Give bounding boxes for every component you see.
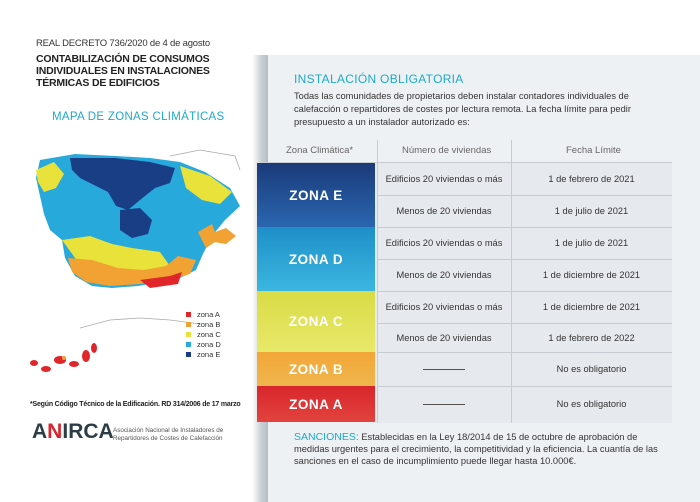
- legend-item: [186, 329, 221, 339]
- logo-letter: I: [62, 420, 69, 443]
- sanciones-body: Establecidas en la Ley 18/2014 de 15 de octubre de aprobación de medidas urgentes para el crecimiento, la competitividad y la eficiencia. La cuantía de las sanciones en el caso de incumplimiento puede llegar hasta 10.000€.: [294, 432, 658, 466]
- legend-item: [186, 309, 221, 319]
- zone-e-cell: ZONA E: [257, 163, 375, 227]
- logo-letters: RCA: [68, 420, 114, 443]
- cell-viviendas: Edificios 20 viviendas o más: [385, 302, 503, 312]
- dash-line: [423, 404, 465, 405]
- cell-viviendas: Menos de 20 viviendas: [396, 332, 492, 343]
- legend-swatch: [186, 312, 191, 317]
- zone-d-cell: ZONA D: [257, 227, 375, 291]
- footnote: *Según Código Técnico de la Edificación. RD 314/2006 de 17 marzo: [30, 401, 241, 408]
- zone-a-cell: ZONA A: [257, 386, 375, 422]
- right-page-top: [262, 0, 700, 55]
- cell-fecha: 1 de diciembre de 2021: [542, 302, 641, 312]
- cell-viviendas: Edificios 20 viviendas o más: [385, 174, 503, 184]
- zone-c-cell: ZONA C: [257, 291, 375, 352]
- cell-fecha: 1 de julio de 2021: [554, 206, 629, 216]
- logo-subtitle: Asociación Nacional de Instaladores de Repartidores de Costes de Calefacción: [113, 427, 224, 442]
- cell-fecha: 1 de febrero de 2022: [548, 332, 635, 343]
- sanciones-text: [294, 431, 666, 467]
- cell-viviendas-empty: [377, 352, 511, 386]
- legend-swatch: [186, 322, 191, 327]
- legend-label: zona A: [197, 309, 220, 319]
- legend-label: zona C: [197, 329, 221, 339]
- cell-viviendas-empty: [377, 386, 511, 422]
- document-title: CONTABILIZACIÓN DE CONSUMOS INDIVIDUALES EN INSTALACIONES TÉRMICAS DE EDIFICIOS: [36, 53, 210, 89]
- logo-letter-accent: N: [47, 420, 63, 443]
- map-canary-islands: [30, 343, 97, 372]
- legend-label: zona B: [197, 319, 221, 329]
- legend-swatch: [186, 332, 191, 337]
- cell-viviendas: Menos de 20 viviendas: [396, 270, 492, 280]
- intro-text: Todas las comunidades de propietarios deben instalar contadores individuales de calefacción o repartidores de costes por lectura remota. La fecha límite para pedir presupuesto a un instalador autorizado es:: [294, 91, 631, 127]
- dash-line: [423, 369, 465, 370]
- logo-letter: A: [32, 420, 48, 443]
- cell-viviendas: Menos de 20 viviendas: [396, 206, 492, 216]
- map-africa-outline: [80, 318, 200, 328]
- legend-label: zona E: [197, 349, 221, 359]
- zone-b-cell: ZONA B: [257, 352, 375, 386]
- cell-fecha: 1 de julio de 2021: [554, 238, 629, 248]
- decree-reference: REAL DECRETO 736/2020 de 4 de agosto: [36, 38, 210, 49]
- cell-viviendas: Edificios 20 viviendas o más: [385, 238, 503, 248]
- legend-item: [186, 339, 221, 349]
- sanciones-label: SANCIONES:: [294, 431, 359, 443]
- map-legend: [186, 309, 221, 359]
- legend-label: zona D: [197, 339, 221, 349]
- legend-swatch: [186, 352, 191, 357]
- legend-item: [186, 349, 221, 359]
- cell-fecha: No es obligatorio: [556, 399, 627, 409]
- cell-fecha: 1 de diciembre de 2021: [542, 270, 641, 280]
- header-fecha: Fecha Límite: [566, 145, 621, 156]
- cell-fecha: 1 de febrero de 2021: [548, 174, 635, 184]
- section-title: INSTALACIÓN OBLIGATORIA: [294, 72, 464, 86]
- header-zona: Zona Climática*: [286, 145, 354, 156]
- header-viviendas: Número de viviendas: [402, 145, 492, 156]
- legend-item: [186, 319, 221, 329]
- legend-swatch: [186, 342, 191, 347]
- anirca-logo: [32, 420, 114, 444]
- left-page: [0, 0, 262, 502]
- map-title: MAPA DE ZONAS CLIMÁTICAS: [52, 111, 225, 123]
- cell-fecha: No es obligatorio: [556, 364, 627, 374]
